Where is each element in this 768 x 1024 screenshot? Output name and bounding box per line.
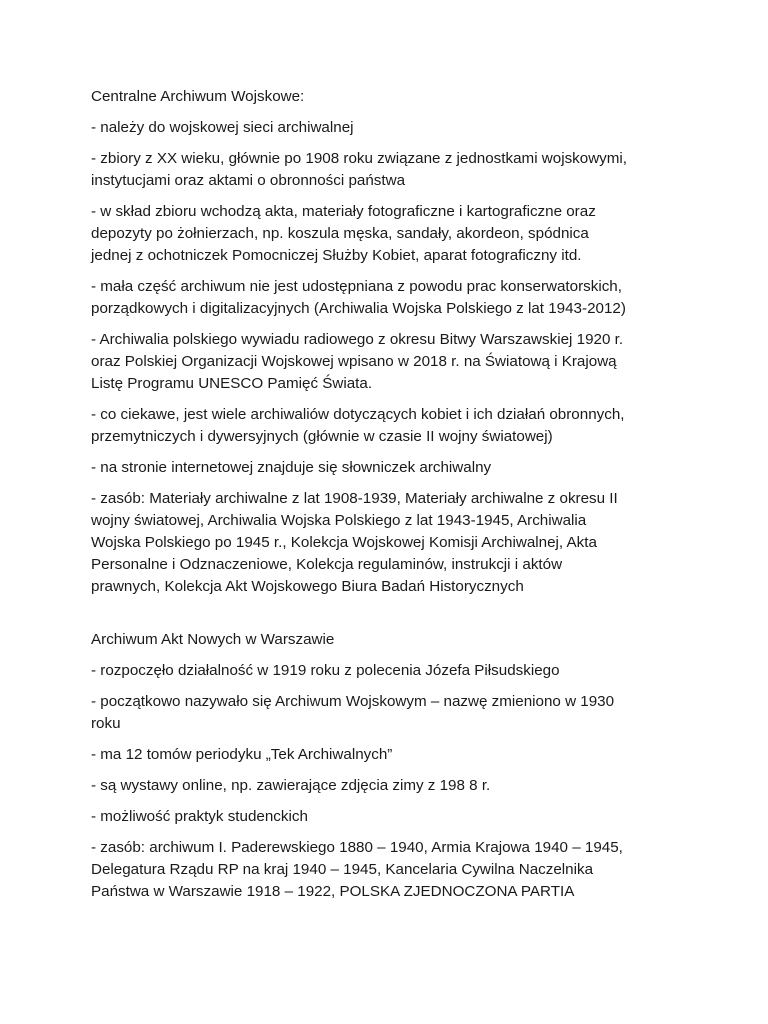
list-item xyxy=(91,404,691,448)
text-line: - Archiwalia polskiego wywiadu radiowego z okresu Bitwy Warszawskiej 1920 r. xyxy=(91,331,624,348)
text-line: prawnych, Kolekcja Akt Wojskowego Biura Badań Historycznych xyxy=(91,578,524,595)
text-line: - rozpoczęło działalność w 1919 roku z polecenia Józefa Piłsudskiego xyxy=(91,662,560,679)
text-line: - ma 12 tomów periodyku „Tek Archiwalnych” xyxy=(91,746,393,763)
list-item xyxy=(91,691,691,735)
list-item xyxy=(91,806,691,828)
text-line: Delegatura Rządu RP na kraj 1940 – 1945, Kancelaria Cywilna Naczelnika xyxy=(91,861,594,878)
section-title: Archiwum Akt Nowych w Warszawie xyxy=(91,631,335,648)
text-line: - są wystawy online, np. zawierające zdjęcia zimy z 198 8 r. xyxy=(91,777,491,794)
section-title: Centralne Archiwum Wojskowe: xyxy=(91,88,305,105)
text-line: - zasób: Materiały archiwalne z lat 1908-1939, Materiały archiwalne z okresu II xyxy=(91,490,618,507)
list-item xyxy=(91,488,691,598)
list-item xyxy=(91,837,691,903)
text-line: oraz Polskiej Organizacji Wojskowej wpisano w 2018 r. na Światową i Krajową xyxy=(91,353,617,370)
list-item xyxy=(91,744,691,766)
text-line: roku xyxy=(91,715,121,732)
list-item xyxy=(91,660,691,682)
text-line: przemytniczych i dywersyjnych (głównie w czasie II wojny światowej) xyxy=(91,428,553,445)
text-line: - zbiory z XX wieku, głównie po 1908 roku związane z jednostkami wojskowymi, xyxy=(91,150,628,167)
text-line: - początkowo nazywało się Archiwum Wojskowym – nazwę zmieniono w 1930 xyxy=(91,693,615,710)
text-line: Państwa w Warszawie 1918 – 1922, POLSKA ZJEDNOCZONA PARTIA xyxy=(91,883,575,900)
text-line: - zasób: archiwum I. Paderewskiego 1880 – 1940, Armia Krajowa 1940 – 1945, xyxy=(91,839,623,856)
text-line: - mała część archiwum nie jest udostępniana z powodu prac konserwatorskich, xyxy=(91,278,622,295)
list-item xyxy=(91,329,691,395)
text-line: jednej z ochotniczek Pomocniczej Służby Kobiet, aparat fotograficzny itd. xyxy=(91,247,582,264)
text-line: instytucjami oraz aktami o obronności państwa xyxy=(91,172,406,189)
list-item xyxy=(91,201,691,267)
section-modern-records-archive xyxy=(91,629,691,903)
text-line: porządkowych i digitalizacyjnych (Archiwalia Wojska Polskiego z lat 1943-2012) xyxy=(91,300,626,317)
list-item xyxy=(91,457,691,479)
text-line: - w skład zbioru wchodzą akta, materiały fotograficzne i kartograficzne oraz xyxy=(91,203,596,220)
text-line: Wojska Polskiego po 1945 r., Kolekcja Wojskowej Komisji Archiwalnej, Akta xyxy=(91,534,597,551)
section-spacer xyxy=(91,607,691,629)
text-line: Listę Programu UNESCO Pamięć Świata. xyxy=(91,375,373,392)
list-item xyxy=(91,117,691,139)
text-line: - na stronie internetowej znajduje się słowniczek archiwalny xyxy=(91,459,492,476)
list-item xyxy=(91,148,691,192)
text-line: - możliwość praktyk studenckich xyxy=(91,808,308,825)
text-line: - co ciekawe, jest wiele archiwaliów dotyczących kobiet i ich działań obronnych, xyxy=(91,406,625,423)
text-line: Personalne i Odznaczeniowe, Kolekcja regulaminów, instrukcji i aktów xyxy=(91,556,563,573)
section-central-military-archive xyxy=(91,86,691,598)
list-item xyxy=(91,276,691,320)
list-item xyxy=(91,775,691,797)
text-line: wojny światowej, Archiwalia Wojska Polskiego z lat 1943-1945, Archiwalia xyxy=(91,512,587,529)
text-line: depozyty po żołnierzach, np. koszula męska, sandały, akordeon, spódnica xyxy=(91,225,589,242)
document-page xyxy=(91,86,691,912)
text-line: - należy do wojskowej sieci archiwalnej xyxy=(91,119,354,136)
